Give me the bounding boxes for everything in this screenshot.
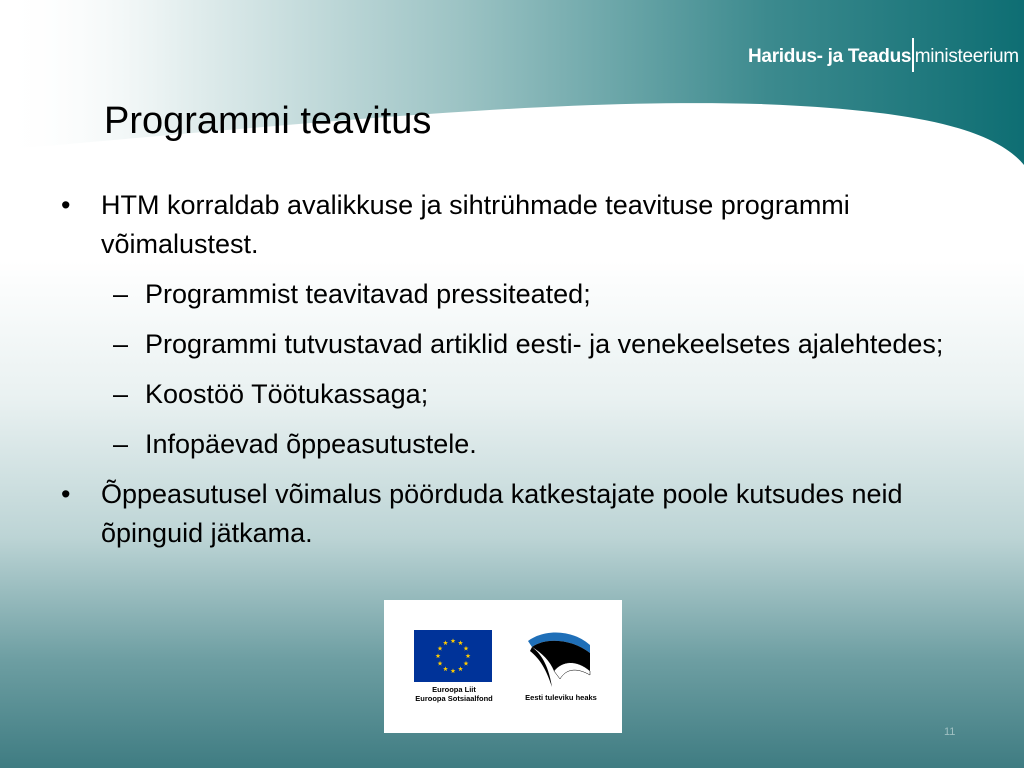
dash-marker: – [113,329,129,359]
ministry-name-light: ministeerium [914,46,1019,67]
list-item [56,275,986,314]
dash-marker: – [113,379,129,409]
eu-union-label: Euroopa Liit [432,685,476,694]
list-item [56,375,986,414]
list-item [56,475,986,553]
bullet-list [56,186,986,553]
list-item-text: Koostöö Töötukassaga; [145,379,429,409]
estonia-tricolor-wave-icon [526,631,592,689]
dash-marker: – [113,429,129,459]
ministry-logo [748,38,1019,72]
list-item-text: Programmist teavitavad pressiteated; [145,279,591,309]
logo-separator [912,38,914,72]
bullet-marker: • [61,190,71,220]
bullet-marker: • [61,479,71,509]
eu-fund-caption [408,685,500,703]
eu-social-fund-label: Euroopa Sotsiaalfond [415,694,493,703]
slide-title: Programmi teavitus [104,100,432,142]
list-item-text: Õppeasutusel võimalus pöörduda katkestajate poole kutsudes neid õpinguid jätkama. [101,479,903,548]
list-item [56,186,986,264]
list-item-text: HTM korraldab avalikkuse ja sihtrühmade teavituse programmi võimalustest. [101,190,850,259]
funding-logos [384,600,622,733]
list-item-text: Programmi tutvustavad artiklid eesti- ja venekeelsetes ajalehtedes; [145,329,944,359]
list-item [56,325,986,364]
page-number: 11 [944,726,956,738]
list-item-text: Infopäevad õppeasutustele. [145,429,477,459]
eu-flag-icon [414,630,492,682]
list-item [56,425,986,464]
dash-marker: – [113,279,129,309]
estonia-caption: Eesti tuleviku heaks [525,693,597,702]
ministry-name-bold: Haridus- ja Teadus [748,46,912,67]
